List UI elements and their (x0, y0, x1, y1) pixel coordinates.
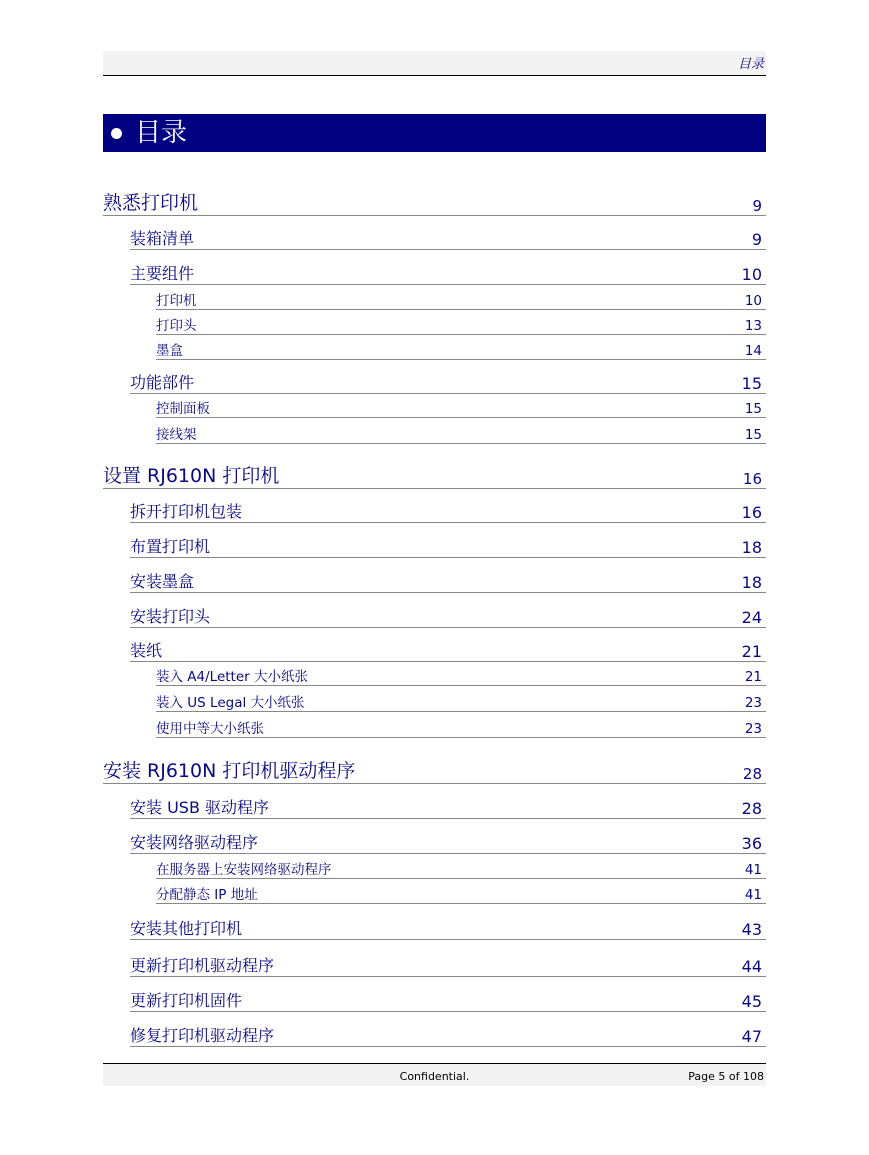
page-title: 目录 (135, 118, 188, 148)
toc-entry[interactable] (130, 569, 766, 593)
toc-entry-page: 16 (742, 470, 762, 488)
toc-entry-label: 更新打印机固件 (130, 991, 243, 1010)
toc-entry-label: 墨盒 (156, 343, 183, 359)
toc-entry-page: 9 (751, 230, 762, 249)
toc-entry-page: 23 (744, 721, 762, 737)
page-number: Page 5 of 108 (688, 1070, 764, 1083)
toc-entry[interactable] (130, 916, 766, 940)
toc-entry-page: 10 (741, 265, 762, 284)
toc-entry[interactable] (130, 638, 766, 662)
toc-entry-page: 15 (744, 427, 762, 443)
toc-entry[interactable] (130, 534, 766, 558)
toc-entry-label: 使用中等大小纸张 (156, 721, 264, 737)
toc-entry-label: 修复打印机驱动程序 (130, 1026, 275, 1045)
toc-entry[interactable] (156, 664, 766, 686)
header-text: 目录 (737, 57, 764, 72)
toc-entry[interactable] (130, 829, 766, 854)
toc-entry-label: 功能部件 (130, 373, 195, 392)
toc-entry-page: 28 (741, 799, 762, 818)
toc-entry-label: 安装其他打印机 (130, 919, 243, 938)
toc-entry-label: 安装墨盒 (130, 572, 195, 591)
toc-entry-page: 16 (741, 503, 762, 522)
toc-entry-label: 更新打印机驱动程序 (130, 956, 275, 975)
toc-entry-label: 装箱清单 (130, 229, 195, 248)
toc-entry-label: 打印机 (156, 293, 197, 309)
toc-entry-label: 接线架 (156, 427, 197, 443)
toc-entry-page: 18 (741, 573, 762, 592)
toc-entry[interactable] (130, 953, 766, 977)
toc-entry-label: 安装打印头 (130, 607, 211, 626)
toc-entry-label: 装入 US Legal 大小纸张 (156, 695, 305, 711)
toc-entry-page: 44 (741, 957, 762, 976)
toc-entry-page: 9 (752, 197, 762, 215)
toc-entry-page: 15 (741, 374, 762, 393)
toc-entry-label: 安装 RJ610N 打印机驱动程序 (103, 760, 356, 782)
toc-entry[interactable] (130, 260, 766, 285)
toc-entry-label: 在服务器上安装网络驱动程序 (156, 862, 332, 878)
toc-entry-label: 打印头 (156, 318, 197, 334)
toc-entry-label: 设置 RJ610N 打印机 (103, 465, 280, 487)
toc-entry[interactable] (130, 795, 766, 819)
toc-entry[interactable] (156, 715, 766, 738)
toc-entry[interactable] (103, 757, 766, 784)
toc-entry-label: 安装网络驱动程序 (130, 833, 259, 852)
toc-entry-page: 15 (744, 401, 762, 417)
toc-entry[interactable] (130, 225, 766, 250)
toc-entry[interactable] (130, 1022, 766, 1047)
toc-entry-page: 18 (741, 538, 762, 557)
toc-entry-page: 24 (741, 608, 762, 627)
toc-entry-page: 21 (744, 669, 762, 685)
toc-entry[interactable] (130, 499, 766, 523)
toc-entry[interactable] (156, 882, 766, 904)
toc-entry-page: 23 (744, 695, 762, 711)
toc-entry[interactable] (156, 312, 766, 335)
toc-entry-page: 28 (742, 765, 762, 783)
toc-entry-label: 装纸 (130, 641, 163, 660)
toc-entry-page: 41 (744, 862, 762, 878)
toc-entry-label: 分配静态 IP 地址 (156, 887, 258, 903)
toc-entry-page: 14 (744, 343, 762, 359)
toc-entry-page: 13 (744, 318, 762, 334)
toc-entry-label: 安装 USB 驱动程序 (130, 798, 270, 817)
confidential-label: Confidential. (399, 1070, 470, 1083)
page-footer (103, 1063, 766, 1086)
toc-entry[interactable] (156, 338, 766, 360)
toc-entry[interactable] (130, 603, 766, 628)
toc-entry-page: 21 (741, 642, 762, 661)
toc-entry-page: 41 (744, 887, 762, 903)
toc-entry-page: 10 (744, 293, 762, 309)
toc-entry[interactable] (156, 857, 766, 879)
toc-entry-label: 主要组件 (130, 264, 195, 283)
toc-entry-page: 36 (741, 834, 762, 853)
toc-entry[interactable] (130, 988, 766, 1012)
toc-entry-label: 拆开打印机包装 (130, 502, 243, 521)
toc-entry-label: 熟悉打印机 (103, 192, 199, 214)
toc-entry-page: 45 (741, 992, 762, 1011)
toc-entry[interactable] (156, 396, 766, 418)
toc-entry[interactable] (103, 462, 766, 489)
toc-entry[interactable] (103, 190, 766, 216)
toc-entry[interactable] (156, 287, 766, 310)
toc-entry[interactable] (156, 690, 766, 712)
toc-entry-label: 控制面板 (156, 401, 210, 417)
toc-entry[interactable] (156, 422, 766, 444)
toc-entry-label: 布置打印机 (130, 537, 211, 556)
toc-entry[interactable] (130, 369, 766, 394)
toc-entry-label: 装入 A4/Letter 大小纸张 (156, 669, 308, 685)
toc-entry-page: 47 (741, 1027, 762, 1046)
toc-entry-page: 43 (741, 920, 762, 939)
